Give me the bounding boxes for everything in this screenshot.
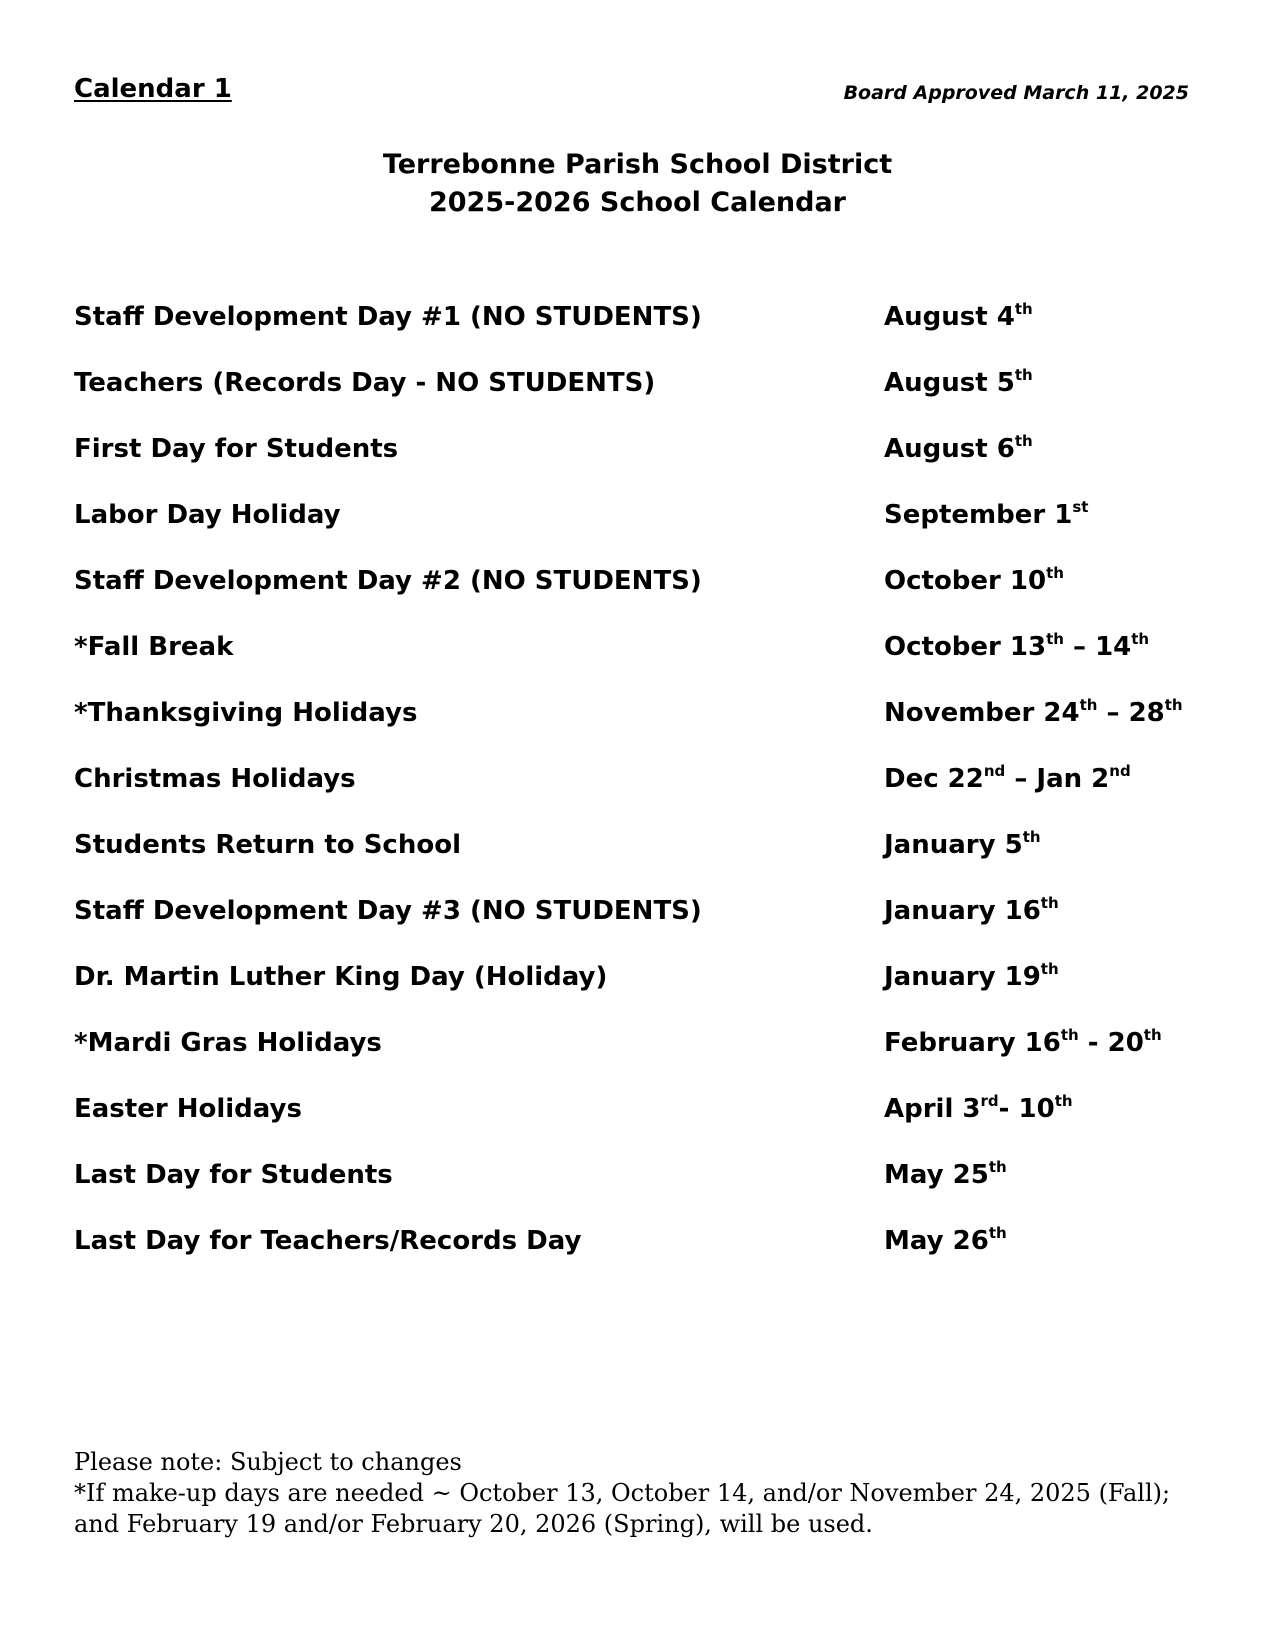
event-row <box>74 366 1224 432</box>
date-ordinal-suffix: th <box>1040 960 1059 978</box>
event-date <box>884 894 1059 928</box>
event-row <box>74 300 1224 366</box>
event-row <box>74 630 1224 696</box>
event-date <box>884 564 1064 598</box>
event-date <box>884 1224 1007 1258</box>
event-name: Christmas Holidays <box>74 764 356 794</box>
event-row <box>74 696 1224 762</box>
event-date <box>884 762 1131 796</box>
event-list <box>74 300 1224 1290</box>
event-name: First Day for Students <box>74 434 399 464</box>
event-name: Labor Day Holiday <box>74 500 341 530</box>
date-ordinal-suffix: st <box>1072 498 1089 516</box>
date-ordinal-suffix: th <box>988 1158 1007 1176</box>
date-text: October 13 <box>884 632 1047 662</box>
event-row <box>74 960 1224 1026</box>
date-ordinal-suffix: th <box>1131 630 1150 648</box>
date-text: April 3 <box>884 1094 981 1124</box>
event-row <box>74 498 1224 564</box>
date-text: January 16 <box>884 896 1041 926</box>
date-ordinal-suffix: th <box>1060 1026 1079 1044</box>
event-date <box>884 1026 1162 1060</box>
date-text: – 28 <box>1097 698 1165 728</box>
event-name: *Mardi Gras Holidays <box>74 1028 382 1058</box>
note-makeup-days-continued: and February 19 and/or February 20, 2026 (Spring), will be used. <box>74 1510 873 1538</box>
event-row <box>74 1158 1224 1224</box>
event-row <box>74 894 1224 960</box>
calendar-label: Calendar 1 <box>74 74 232 104</box>
event-name: Students Return to School <box>74 830 461 860</box>
note-makeup-days: *If make-up days are needed ~ October 13, October 14, and/or November 24, 2025 (Fall); <box>74 1479 1171 1507</box>
date-text: August 5 <box>884 368 1015 398</box>
event-date <box>884 960 1059 994</box>
date-text: November 24 <box>884 698 1080 728</box>
date-ordinal-suffix: nd <box>1109 762 1131 780</box>
date-text: May 26 <box>884 1226 989 1256</box>
board-approved-date: Board Approved March 11, 2025 <box>843 82 1189 104</box>
event-row <box>74 432 1224 498</box>
event-name: *Thanksgiving Holidays <box>74 698 418 728</box>
event-row <box>74 828 1224 894</box>
event-date <box>884 696 1183 730</box>
event-name: Staff Development Day #2 (NO STUDENTS) <box>74 566 702 596</box>
date-text: August 6 <box>884 434 1015 464</box>
date-text: January 5 <box>884 830 1023 860</box>
notes-section <box>74 1447 1214 1540</box>
document-title <box>0 146 1275 222</box>
date-ordinal-suffix: nd <box>983 762 1006 780</box>
date-ordinal-suffix: th <box>1046 564 1064 582</box>
event-date <box>884 498 1088 532</box>
calendar-year-title: 2025-2026 School Calendar <box>428 187 846 218</box>
date-ordinal-suffix: th <box>1143 1026 1162 1044</box>
date-ordinal-suffix: th <box>1040 894 1059 912</box>
date-text: September 1 <box>884 500 1073 530</box>
date-ordinal-suffix: th <box>1014 366 1033 384</box>
event-name: *Fall Break <box>74 632 234 662</box>
date-text: February 16 <box>884 1028 1061 1058</box>
event-row <box>74 762 1224 828</box>
date-ordinal-suffix: th <box>988 1224 1007 1242</box>
event-date <box>884 432 1033 466</box>
date-ordinal-suffix: th <box>1046 630 1064 648</box>
date-ordinal-suffix: th <box>1054 1092 1073 1110</box>
event-date <box>884 1092 1073 1126</box>
date-text: May 25 <box>884 1160 989 1190</box>
date-ordinal-suffix: th <box>1014 300 1033 318</box>
event-date <box>884 300 1033 334</box>
event-row <box>74 1092 1224 1158</box>
event-date <box>884 630 1149 664</box>
date-text: Dec 22 <box>884 764 984 794</box>
event-name: Last Day for Teachers/Records Day <box>74 1226 582 1256</box>
event-row <box>74 1026 1224 1092</box>
event-date <box>884 1158 1007 1192</box>
event-name: Teachers (Records Day - NO STUDENTS) <box>74 368 656 398</box>
date-text: January 19 <box>884 962 1041 992</box>
date-text: - 20 <box>1078 1028 1144 1058</box>
event-name: Staff Development Day #1 (NO STUDENTS) <box>74 302 702 332</box>
event-row <box>74 1224 1224 1290</box>
date-text: – Jan 2 <box>1005 764 1110 794</box>
event-name: Easter Holidays <box>74 1094 302 1124</box>
date-text: August 4 <box>884 302 1015 332</box>
date-ordinal-suffix: th <box>1079 696 1098 714</box>
event-row <box>74 564 1224 630</box>
event-name: Dr. Martin Luther King Day (Holiday) <box>74 962 608 992</box>
event-date <box>884 828 1041 862</box>
date-ordinal-suffix: th <box>1022 828 1041 846</box>
date-text: October 10 <box>884 566 1047 596</box>
date-text: - 10 <box>998 1094 1055 1124</box>
event-date <box>884 366 1033 400</box>
note-subject-to-change: Please note: Subject to changes <box>74 1448 462 1476</box>
district-name: Terrebonne Parish School District <box>382 149 893 180</box>
date-ordinal-suffix: th <box>1014 432 1033 450</box>
date-ordinal-suffix: th <box>1164 696 1183 714</box>
event-name: Staff Development Day #3 (NO STUDENTS) <box>74 896 702 926</box>
date-ordinal-suffix: rd <box>980 1092 999 1110</box>
event-name: Last Day for Students <box>74 1160 393 1190</box>
date-text: – 14 <box>1063 632 1132 662</box>
